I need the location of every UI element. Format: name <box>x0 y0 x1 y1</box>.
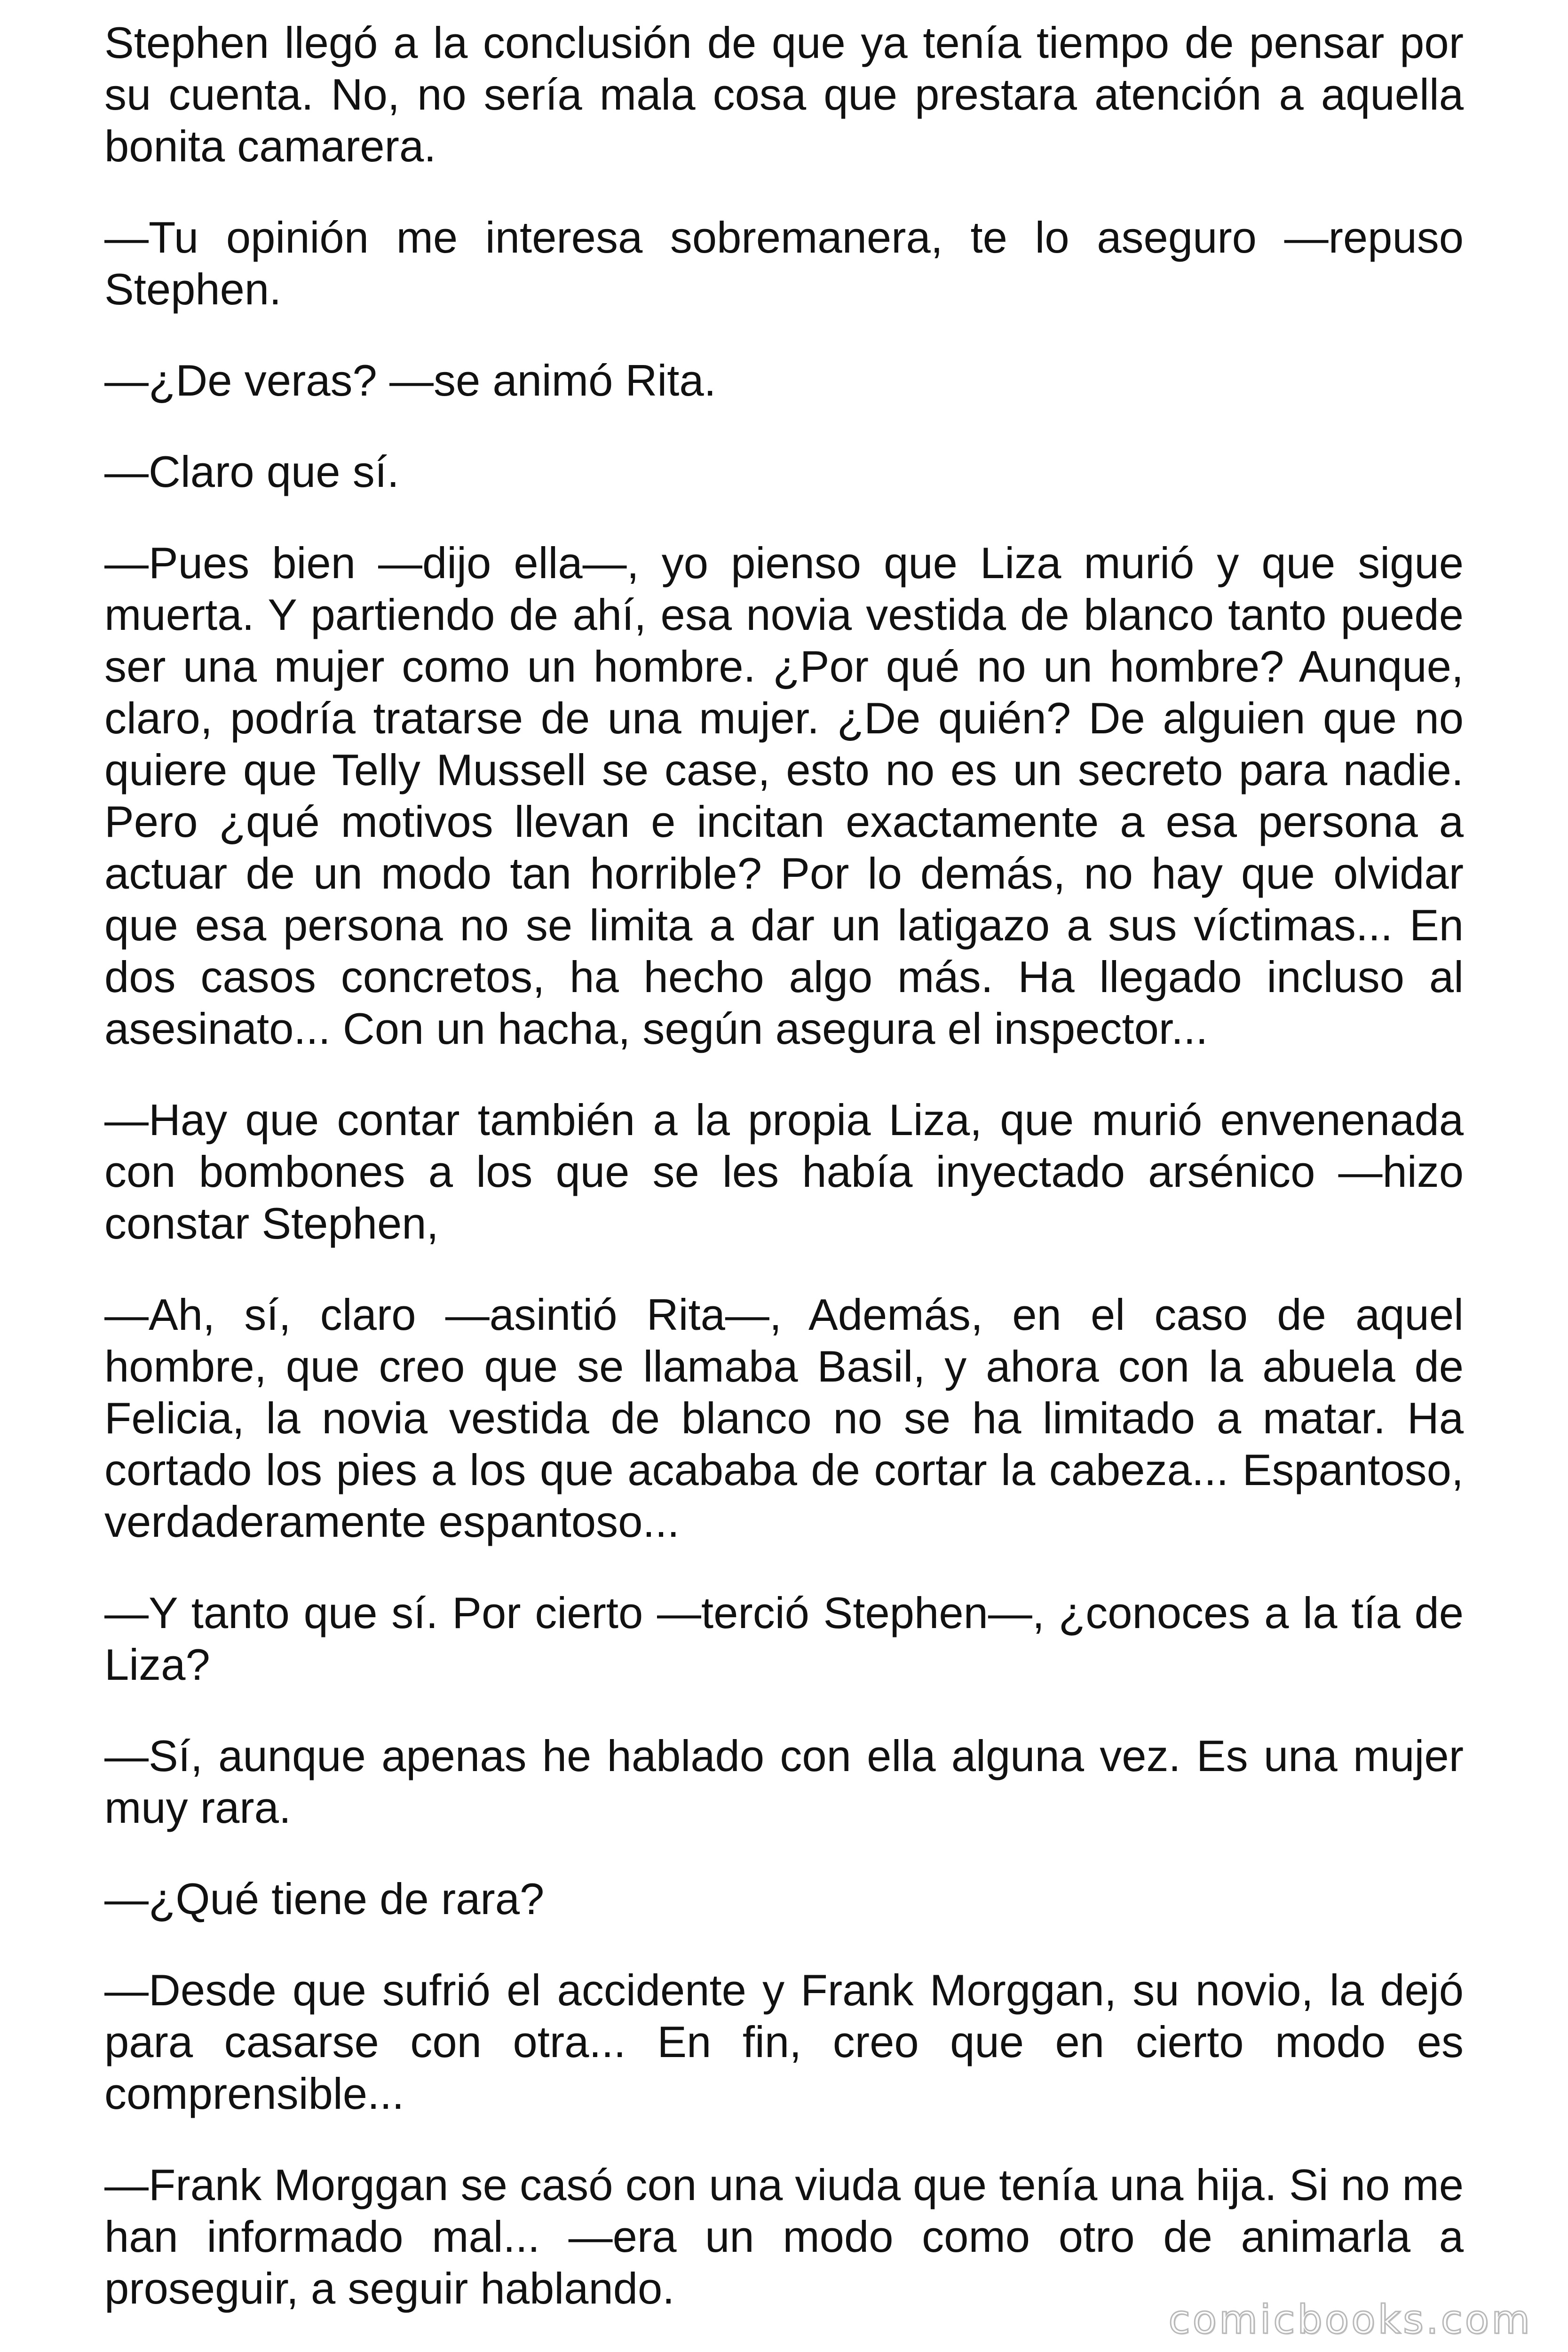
paragraph: —Sí, aunque apenas he hablado con ella alguna vez. Es una mujer muy rara. <box>104 1731 1464 1832</box>
paragraph: —Frank Morggan se casó con una viuda que tenía una hija. Si no me han informado mal... —era un modo como otro de animarla a proseguir, a seguir hablando. <box>104 2160 1464 2313</box>
paragraph: —Tu opinión me interesa sobremanera, te lo aseguro —repuso Stephen. <box>104 213 1464 314</box>
paragraph: —Y tanto que sí. Por cierto —terció Stephen—, ¿conoces a la tía de Liza? <box>104 1588 1464 1689</box>
watermark: comicbooks.com <box>1168 2296 1532 2343</box>
paragraph: —Pues bien —dijo ella—, yo pienso que Liza murió y que sigue muerta. Y partiendo de ahí, esa novia vestida de blanco tanto puede ser una mujer como un hombre. ¿Por qué no un hombre? Aunque, claro, podría tratarse de una mujer. ¿De quién? De alguien que no quiere que Telly Mussell se case, esto no es un secreto para nadie. Pero ¿qué motivos llevan e incitan exactamente a esa persona a actuar de un modo tan horrible? Por lo demás, no hay que olvidar que esa persona no se limita a dar un latigazo a sus víctimas... En dos casos concretos, ha hecho algo más. Ha llegado incluso al asesinato... Con un hacha, según asegura el inspector... <box>104 538 1464 1053</box>
paragraph: —Ah, sí, claro —asintió Rita—, Además, en el caso de aquel hombre, que creo que se llamaba Basil, y ahora con la abuela de Felicia, la novia vestida de blanco no se ha limitado a matar. Ha cortado los pies a los que acababa de cortar la cabeza... Espantoso, verdaderamente espantoso... <box>104 1290 1464 1546</box>
paragraph: —Desde que sufrió el accidente y Frank Morggan, su novio, la dejó para casarse con otra... En fin, creo que en cierto modo es comprensible... <box>104 1965 1464 2118</box>
paragraph: —¿Qué tiene de rara? <box>104 1874 545 1923</box>
paragraph: —Claro que sí. <box>104 447 399 496</box>
paragraph: Stephen llegó a la conclusión de que ya tenía tiempo de pensar por su cuenta. No, no sería mala cosa que prestara atención a aquella bonita camarera. <box>104 18 1464 171</box>
book-page-text <box>104 17 1464 2352</box>
paragraph: —Hay que contar también a la propia Liza, que murió envenenada con bombones a los que se les había inyectado arsénico —hizo constar Stephen, <box>104 1095 1464 1248</box>
paragraph: —¿De veras? —se animó Rita. <box>104 356 716 405</box>
